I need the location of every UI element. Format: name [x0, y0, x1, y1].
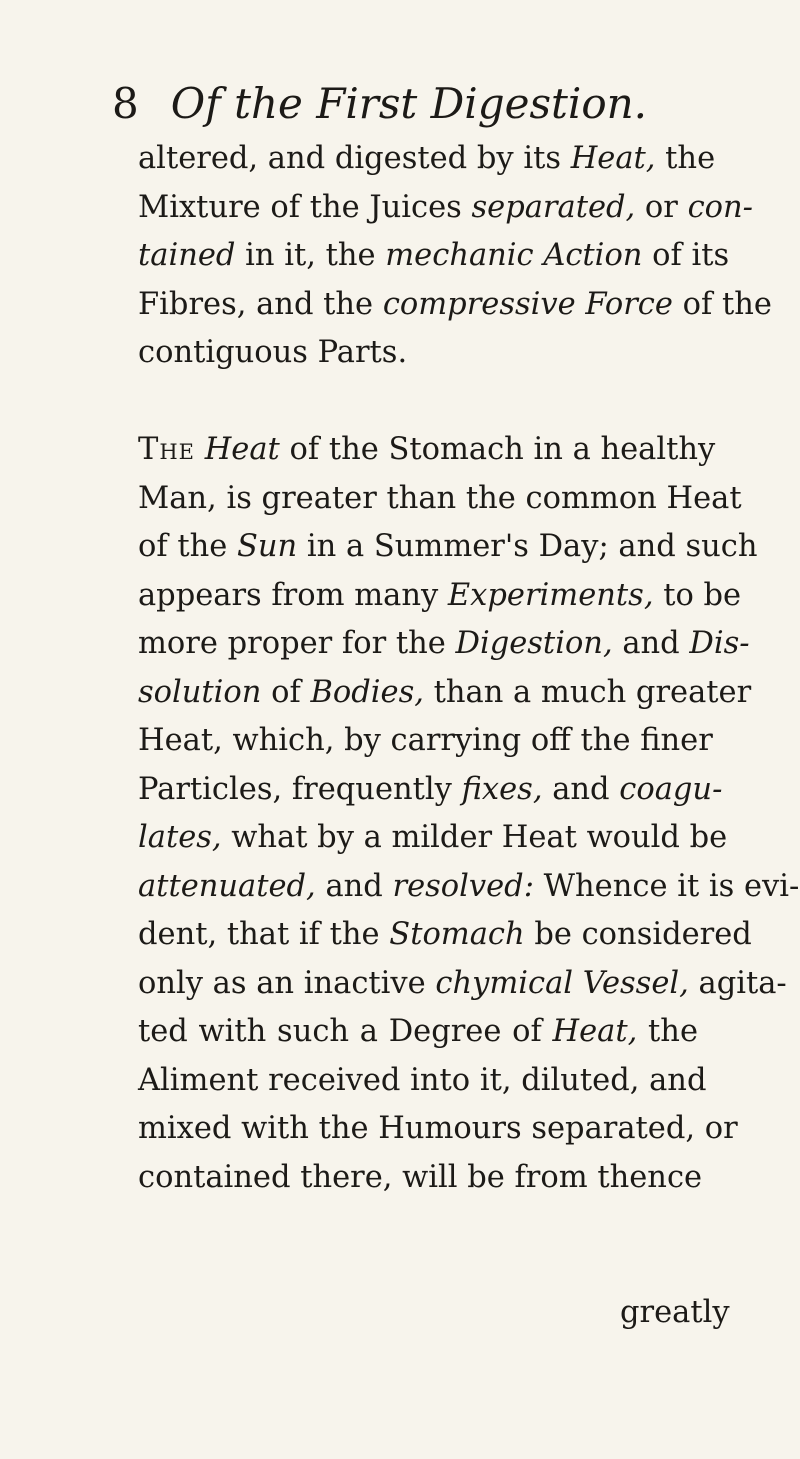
- text-line: [138, 329, 698, 378]
- text-line: [138, 1008, 698, 1057]
- text-line: [138, 1105, 738, 1154]
- text-run: contiguous Parts.: [138, 335, 408, 370]
- text-run: in a Summer's Day; and such: [297, 529, 758, 564]
- text-line: [138, 426, 716, 475]
- text-run: only as an inactive: [138, 965, 436, 1001]
- italic-run: resolved:: [392, 868, 534, 904]
- text-run: Heat, which, by carrying off the finer: [138, 723, 713, 758]
- italic-run: tained: [138, 238, 236, 273]
- italic-run: Heat,: [552, 1014, 638, 1049]
- italic-run: mechanic Action: [385, 238, 643, 273]
- text-run: Aliment received into it, diluted, and: [138, 1062, 707, 1098]
- text-line: [138, 911, 752, 960]
- text-line: [138, 766, 723, 815]
- italic-run: fixes,: [461, 771, 543, 807]
- italic-run: lates,: [138, 820, 222, 855]
- text-line: [138, 1154, 703, 1203]
- running-header: [112, 78, 647, 130]
- text-line: [138, 184, 753, 233]
- small-caps-run: The: [138, 432, 195, 467]
- text-line: [138, 475, 742, 524]
- italic-run: Digestion,: [455, 626, 613, 661]
- text-run: and: [542, 771, 620, 807]
- italic-run: Heat: [204, 432, 280, 467]
- text-run: [195, 432, 205, 467]
- italic-run: Sun: [237, 529, 298, 564]
- paragraph-2: [138, 426, 800, 1202]
- text-line: [138, 1057, 707, 1106]
- text-run: appears from many: [138, 577, 448, 613]
- text-run: to be: [653, 577, 742, 613]
- text-run: Particles, frequently: [138, 771, 462, 807]
- text-run: than a much greater: [423, 674, 752, 710]
- text-line: [138, 281, 772, 330]
- italic-run: separated,: [471, 189, 636, 225]
- text-run: and: [612, 626, 690, 661]
- text-run: agita-: [688, 965, 787, 1001]
- text-run: Whence it is evi-: [533, 868, 800, 904]
- italic-run: compressive Force: [382, 286, 673, 322]
- text-run: contained there, will be from thence: [138, 1159, 703, 1195]
- text-run: Mixture of the Juices: [138, 189, 472, 225]
- text-run: the: [637, 1014, 698, 1049]
- text-run: be considered: [524, 917, 752, 952]
- italic-run: attenuated,: [138, 868, 316, 904]
- text-run: more proper for the: [138, 626, 456, 661]
- italic-run: Dis-: [689, 626, 750, 661]
- text-run: of the: [138, 529, 237, 564]
- text-line: [138, 960, 787, 1009]
- text-run: ted with such a Degree of: [138, 1014, 553, 1049]
- text-run: or: [635, 189, 688, 225]
- text-run: of its: [642, 238, 730, 273]
- text-run: dent, that if the: [138, 917, 390, 952]
- text-run: Man, is greater than the common Heat: [138, 480, 742, 516]
- text-line: [138, 232, 730, 281]
- text-run: of the Stomach in a healthy: [279, 432, 716, 467]
- text-line: [138, 863, 800, 912]
- text-line: [138, 669, 752, 718]
- page-number: 8: [112, 79, 139, 128]
- text-line: [138, 572, 742, 621]
- italic-run: chymical Vessel,: [435, 965, 689, 1001]
- body-text: [138, 135, 800, 1202]
- text-run: of the: [672, 286, 772, 322]
- italic-run: coagu-: [619, 771, 723, 807]
- text-line: [138, 135, 716, 184]
- italic-run: con-: [687, 189, 753, 225]
- italic-run: Experiments,: [447, 577, 654, 613]
- text-run: in it, the: [235, 238, 386, 273]
- text-run: Fibres, and the: [138, 286, 383, 322]
- italic-run: Bodies,: [310, 674, 424, 710]
- text-run: of: [261, 674, 311, 710]
- catchword: greatly: [620, 1295, 730, 1330]
- text-line: [138, 620, 750, 669]
- text-run: mixed with the Humours separated, or: [138, 1111, 738, 1146]
- text-line: [138, 717, 713, 766]
- text-line: [138, 523, 758, 572]
- running-title: Of the First Digestion.: [170, 79, 648, 128]
- italic-run: Heat,: [570, 141, 656, 176]
- text-line: [138, 814, 728, 863]
- text-run: the: [655, 141, 716, 176]
- text-run: and: [315, 868, 393, 904]
- paragraph-1: [138, 135, 772, 378]
- italic-run: Stomach: [389, 917, 525, 952]
- italic-run: solution: [138, 674, 262, 710]
- text-run: what by a milder Heat would be: [221, 820, 728, 855]
- text-run: altered, and digested by its: [138, 141, 571, 176]
- paragraph-gap: [138, 378, 698, 427]
